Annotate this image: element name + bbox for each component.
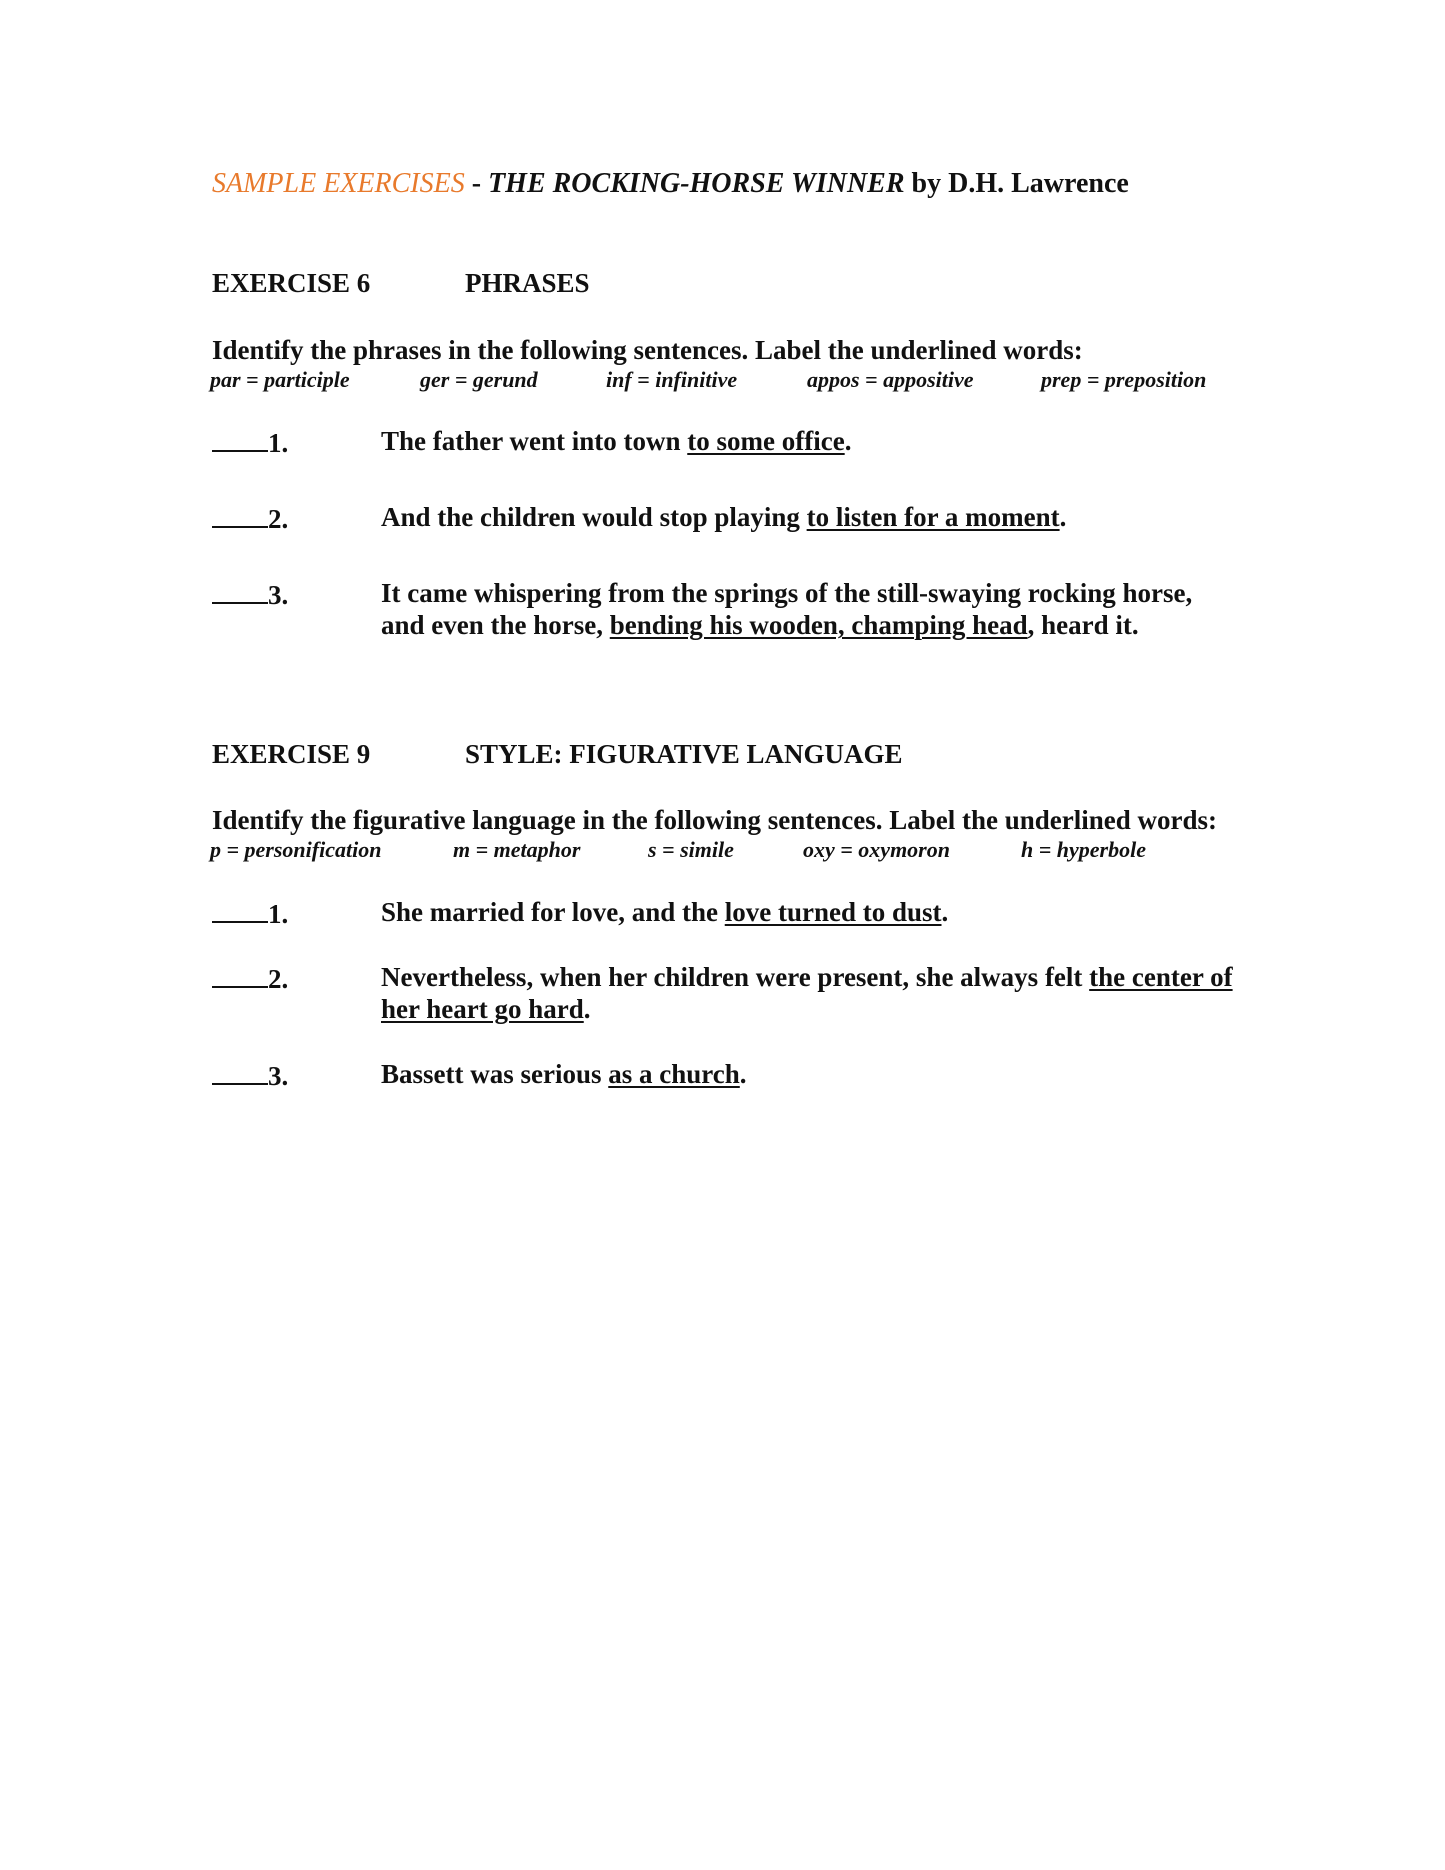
- exercise-9-item-2-number: [212, 964, 288, 995]
- item-number: 3.: [268, 580, 289, 610]
- worksheet-title: [212, 168, 1129, 200]
- legend-item: s = simile: [648, 837, 734, 862]
- exercise-6-item-2-number: [212, 504, 288, 535]
- answer-blank[interactable]: [212, 966, 268, 988]
- exercise-6-legend: [210, 367, 1206, 393]
- sentence-text: .: [583, 994, 591, 1024]
- title-label: SAMPLE EXERCISES: [212, 168, 465, 199]
- exercise-6-item-2-sentence: [381, 501, 1066, 533]
- sentence-text: , heard it.: [1027, 610, 1139, 640]
- underlined-phrase: as a church: [608, 1059, 740, 1089]
- exercise-9-item-3-sentence: [381, 1058, 747, 1090]
- answer-blank[interactable]: [212, 1063, 268, 1085]
- legend-item: par = participle: [210, 367, 350, 392]
- sentence-text: .: [739, 1059, 747, 1089]
- title-byline: by D.H. Lawrence: [904, 168, 1129, 199]
- item-number: 3.: [268, 1061, 289, 1091]
- answer-blank[interactable]: [212, 901, 268, 923]
- exercise-6-instruction: Identify the phrases in the following sentences. Label the underlined words:: [212, 335, 1083, 365]
- exercise-6-name: PHRASES: [465, 268, 590, 298]
- answer-blank[interactable]: [212, 582, 268, 604]
- exercise-9-item-1-number: [212, 899, 288, 930]
- answer-blank[interactable]: [212, 506, 268, 528]
- sentence-text: .: [941, 897, 949, 927]
- underlined-phrase: love turned to dust: [724, 897, 942, 927]
- sentence-text: She married for love, and the: [381, 897, 725, 927]
- exercise-9-item-1-sentence: [381, 896, 948, 928]
- sentence-text: Bassett was serious: [381, 1059, 609, 1089]
- exercise-9-instruction: Identify the figurative language in the following sentences. Label the underlined words:: [212, 805, 1218, 835]
- sentence-text: .: [1059, 502, 1067, 532]
- sentence-text: It came whispering from the springs of the still-swaying rocking horse,: [381, 578, 1193, 608]
- title-separator: -: [464, 168, 489, 199]
- sentence-text: .: [844, 426, 852, 456]
- sentence-text: The father went into town: [381, 426, 688, 456]
- underlined-phrase: her heart go hard: [381, 994, 584, 1024]
- legend-item: prep = preposition: [1041, 367, 1207, 392]
- answer-blank[interactable]: [212, 430, 268, 452]
- exercise-9-legend: [210, 837, 1146, 863]
- legend-item: m = metaphor: [453, 837, 581, 862]
- exercise-9-item-3-number: [212, 1061, 288, 1092]
- sentence-text: and even the horse,: [381, 610, 610, 640]
- exercise-6-item-3-sentence: [381, 577, 1192, 641]
- item-number: 2.: [268, 504, 289, 534]
- exercise-6-item-1-number: [212, 428, 288, 459]
- exercise-6-item-1-sentence: [381, 425, 851, 457]
- story-title: THE ROCKING-HORSE WINNER: [488, 168, 905, 199]
- exercise-6-item-3-number: [212, 580, 288, 611]
- legend-item: oxy = oxymoron: [803, 837, 950, 862]
- legend-item: appos = appositive: [807, 367, 974, 392]
- sentence-text: And the children would stop playing: [381, 502, 807, 532]
- exercise-6-number: EXERCISE 6: [212, 268, 371, 298]
- legend-item: ger = gerund: [420, 367, 538, 392]
- underlined-phrase: the center of: [1089, 962, 1233, 992]
- underlined-phrase: bending his wooden, champing head: [609, 610, 1028, 640]
- legend-item: p = personification: [210, 837, 382, 862]
- item-number: 1.: [268, 428, 289, 458]
- exercise-9-item-2-sentence: [381, 961, 1233, 1025]
- legend-item: inf = infinitive: [606, 367, 738, 392]
- item-number: 2.: [268, 964, 289, 994]
- underlined-phrase: to listen for a moment: [806, 502, 1060, 532]
- item-number: 1.: [268, 899, 289, 929]
- exercise-9-number: EXERCISE 9: [212, 739, 371, 769]
- exercise-9-name: STYLE: FIGURATIVE LANGUAGE: [465, 739, 903, 769]
- underlined-phrase: to some office: [687, 426, 845, 456]
- sentence-text: Nevertheless, when her children were present, she always felt: [381, 962, 1090, 992]
- legend-item: h = hyperbole: [1021, 837, 1146, 862]
